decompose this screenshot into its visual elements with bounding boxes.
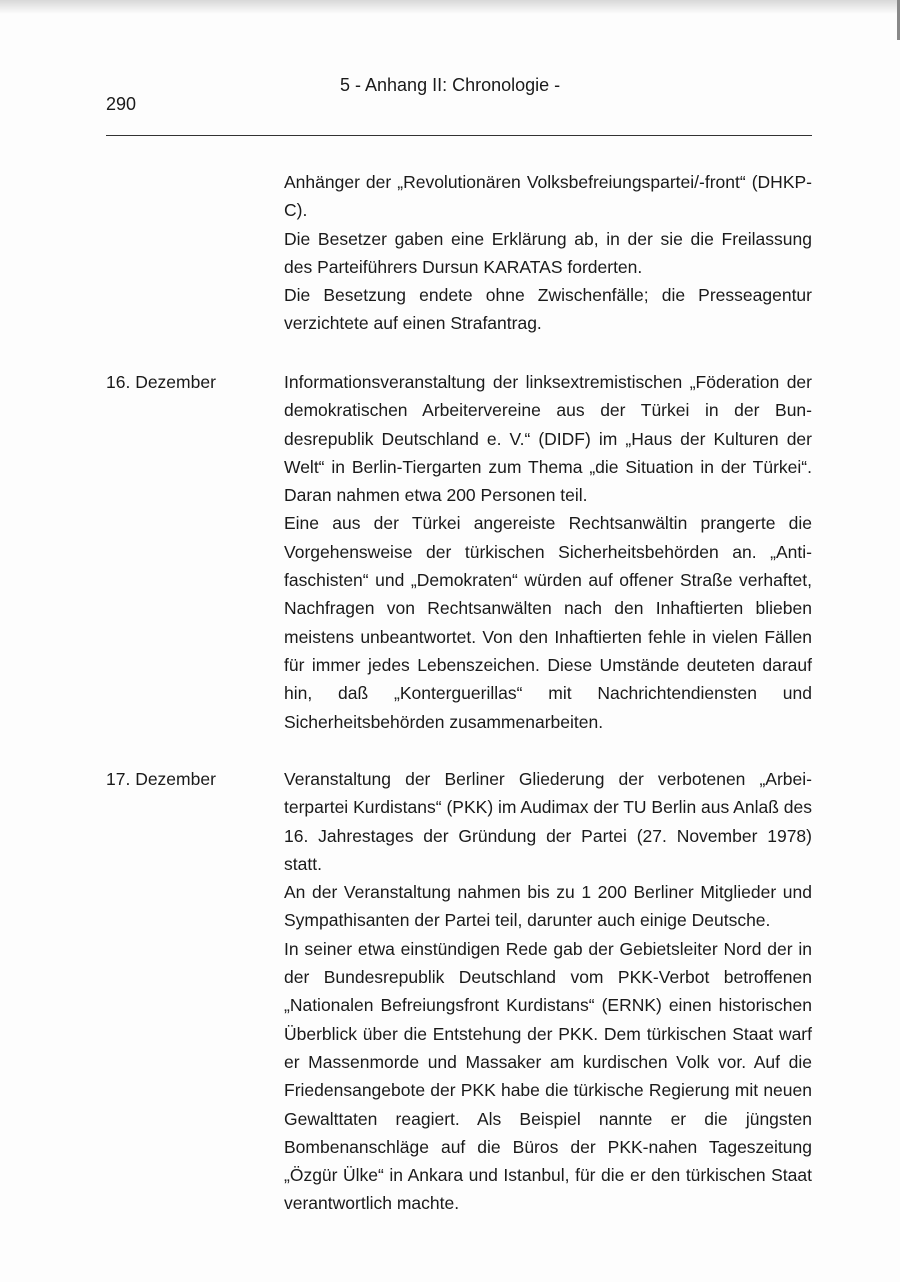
chronology-entry-16-dezember (106, 368, 812, 740)
entry-paragraph: Die Besetzung endete ohne Zwischenfälle; die Presseagentur verzichtete auf einen Strafantrag. (284, 285, 812, 334)
entry-paragraph: An der Veranstaltung nahmen bis zu 1 200 Berliner Mitglieder und Sympathisanten der Partei teil, darunter auch einige Deutsche. (284, 882, 812, 931)
entry-date: 16. Dezember (106, 372, 216, 392)
chronology-entry-continued (106, 168, 812, 343)
header-divider (106, 135, 812, 136)
running-header: 5 - Anhang II: Chronologie - (340, 75, 561, 95)
entry-paragraph: Informationsveranstaltung der linksextremistischen „Föderation der demokratischen Arbeitervereine aus der Türkei in der Bundesrepublik Deutschland e. V.“ (DIDF) im „Haus der Kulturen der Welt“ in Berlin-Tiergarten zum Thema „die Situation in der Türkei“. Daran nahmen etwa 200 Personen teil. (284, 372, 812, 506)
entry-paragraph: Die Besetzer gaben eine Erklärung ab, in der sie die Freilassung des Parteiführers Dursun KARATAS forderten. (284, 228, 812, 277)
entry-date: 17. Dezember (106, 769, 216, 789)
entry-body (284, 765, 812, 1218)
entry-body (284, 168, 812, 338)
entry-paragraph: Anhänger der „Revolutionären Volksbefreiungspartei/-front“ (DHKP-C). (284, 172, 812, 221)
scan-shadow-top (0, 0, 900, 14)
entry-body (284, 368, 812, 736)
entry-paragraph: In seiner etwa einstündigen Rede gab der Gebietsleiter Nord der in der Bundesrepublik Deutschland vom PKK-Verbot betroffenen „Nationalen Befreiungsfront Kurdistans“ (ERNK) einen historischen Überblick über die Entstehung der PKK. Dem türkischen Staat warf er Massenmorde und Massaker am kurdischen Volk vor. Auf die Friedensangebote der PKK habe die türkische Regierung mit neuen Gewalttaten reagiert. Als Beispiel nannte er die jüngsten Bombenanschläge auf die Büros der PKK-nahen Tageszeitung „Özgür Ülke“ in Ankara und Istanbul, für die er den türkischen Staat verantwortlich machte. (284, 938, 812, 1214)
page-number: 290 (106, 94, 137, 114)
chronology-entry-17-dezember (106, 765, 812, 1255)
entry-paragraph: Veranstaltung der Berliner Gliederung der verbotenen „Arbeiterpartei Kurdistans“ (PKK) im Audimax der TU Berlin aus Anlaß des 16. Jahrestages der Gründung der Partei (27. November 1978) statt. (284, 769, 812, 874)
entry-paragraph: Eine aus der Türkei angereiste Rechtsanwältin prangerte die Vorgehensweise der türkischen Sicherheitsbehörden an. „Antifaschisten“ und „Demokraten“ würden auf offener Straße verhaftet, Nachfragen von Rechtsanwälten nach den Inhaftierten blieben meistens unbeantwortet. Von den Inhaftierten fehle in vielen Fällen für immer jedes Lebenszeichen. Diese Umstände deuteten darauf hin, daß „Konterguerillas“ mit Nachrichtendiensten und Sicherheitsbehörden zusammenarbeiten. (284, 513, 812, 732)
